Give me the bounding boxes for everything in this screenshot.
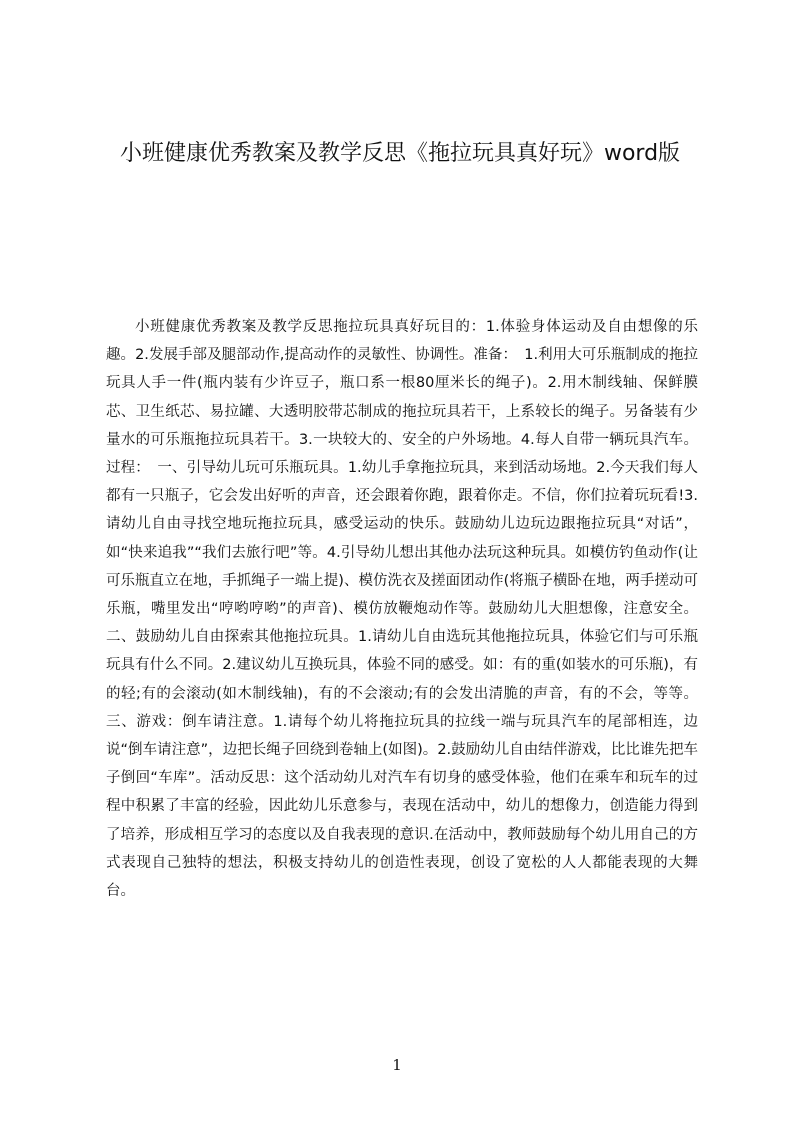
document-title: 小班健康优秀教案及教学反思《拖拉玩具真好玩》word版 (119, 141, 681, 166)
page-number: 1 (392, 1056, 402, 1074)
document-body-text: 小班健康优秀教案及教学反思拖拉玩具真好玩目的：1.体验身体运动及自由想像的乐趣。2.发展手部及腿部动作,提高动作的灵敏性、协调性。准备： 1.利用大可乐瓶制成的拖拉玩具人手一件(瓶内装有少许豆子，瓶口系一根80厘米长的绳子)。2.用木制线轴、保鲜膜芯、卫生纸芯、易拉罐、大透明胶带芯制成的拖拉玩具若干，上系较长的绳子。另备装有少量水的可乐瓶拖拉玩具若干。3.一块较大的、安全的户外场地。4.每人自带一辆玩具汽车。过程： 一、引导幼儿玩可乐瓶玩具。1.幼儿手拿拖拉玩具，来到活动场地。2.今天我们每人都有一只瓶子，它会发出好听的声音，还会跟着你跑，跟着你走。不信，你们拉着玩玩看!3.请幼儿自由寻找空地玩拖拉玩具，感受运动的快乐。鼓励幼儿边玩边跟拖拉玩具“对话”，如“快来追我”“我们去旅行吧”等。4.引导幼儿想出其他办法玩这种玩具。如模仿钓鱼动作(让可乐瓶直立在地，手抓绳子一端上提)、模仿洗衣及搓面团动作(将瓶子横卧在地，两手搓动可乐瓶，嘴里发出“哼哟哼哟”的声音)、模仿放鞭炮动作等。鼓励幼儿大胆想像，注意安全。二、鼓励幼儿自由探索其他拖拉玩具。1.请幼儿自由选玩其他拖拉玩具，体验它们与可乐瓶玩具有什么不同。2.建议幼儿互换玩具，体验不同的感受。如：有的重(如装水的可乐瓶)，有的轻;有的会滚动(如木制线轴)，有的不会滚动;有的会发出清脆的声音，有的不会，等等。三、游戏：倒车请注意。1.请每个幼儿将拖拉玩具的拉线一端与玩具汽车的尾部相连，边说“倒车请注意”，边把长绳子回绕到卷轴上(如图)。2.鼓励幼儿自由结伴游戏，比比谁先把车子倒回“车库”。活动反思：这个活动幼儿对汽车有切身的感受体验，他们在乘车和玩车的过程中积累了丰富的经验，因此幼儿乐意参与，表现在活动中，幼儿的想像力，创造能力得到了培养，形成相互学习的态度以及自我表现的意识.在活动中，教师鼓励每个幼儿用自己的方式表现自己独特的想法，积极支持幼儿的创造性表现，创设了宽松的人人都能表现的大舞台。 (106, 319, 698, 900)
